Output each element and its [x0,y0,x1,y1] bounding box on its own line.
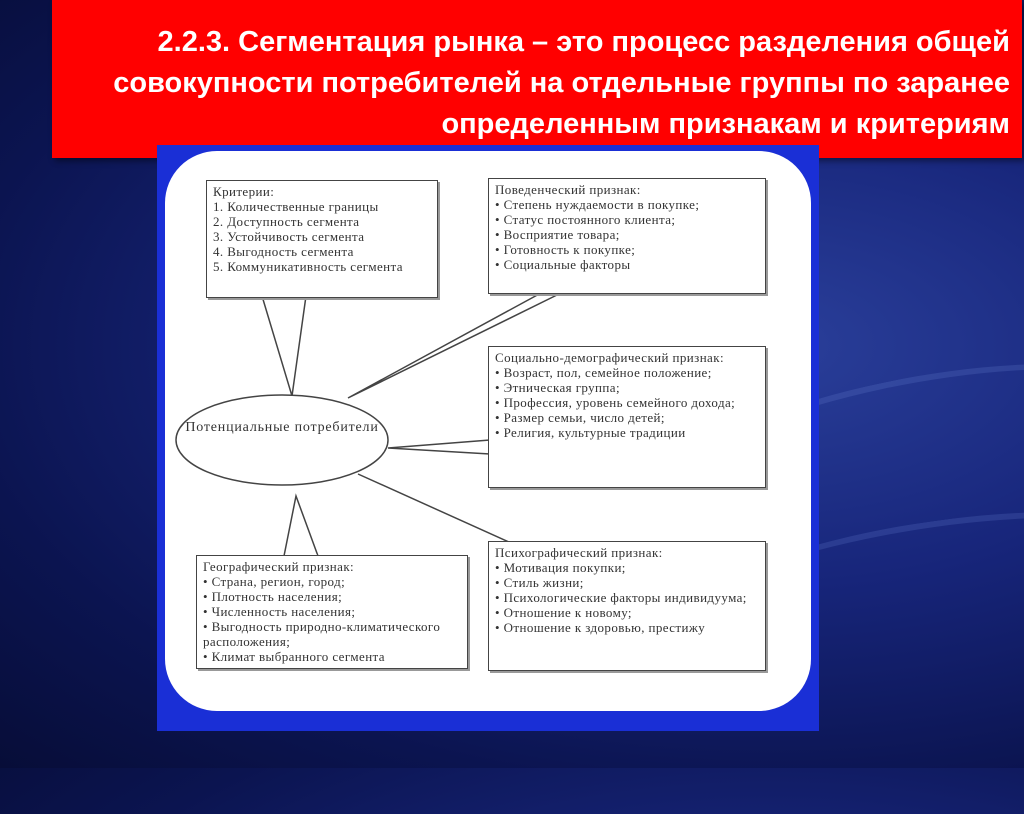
list-item: • Возраст, пол, семейное положение; [495,365,712,380]
geographic-title: Географический признак: [203,559,355,574]
list-item: • Этническая группа; [495,380,620,395]
list-item: • Отношение к новому; [495,605,632,620]
criteria-box [206,180,438,298]
psychographic-title: Психографический признак: [495,545,663,560]
socio-demographic-title: Социально-демографический признак: [495,350,724,365]
potential-consumers-label: Потенциальные потребители [185,420,379,435]
list-item: • Готовность к покупке; [495,242,636,257]
list-item: • Страна, регион, город; [203,574,346,589]
list-item: 2. Доступность сегмента [213,214,360,229]
list-item: 5. Коммуникативность сегмента [213,259,403,274]
list-item: • Плотность населения; [203,589,343,604]
list-item: • Профессия, уровень семейного дохода; [495,395,736,410]
list-item: • Отношение к здоровью, престижу [495,620,706,635]
behavioral-box [488,178,766,294]
list-item: • Психологические факторы индивидуума; [495,590,747,605]
list-item: • Социальные факторы [495,257,631,272]
list-item: 3. Устойчивость сегмента [213,229,365,244]
connector-socio [388,440,490,454]
potential-consumers-ellipse [176,395,388,485]
list-item: • Мотивация покупки; [495,560,626,575]
list-item: • Численность населения; [203,604,356,619]
geographic-box [196,555,468,669]
list-item: 1. Количественные границы [213,199,379,214]
list-item: • Религия, культурные традиции [495,425,686,440]
list-item: • Стиль жизни; [495,575,584,590]
psychographic-box [488,541,766,671]
criteria-title: Критерии: [213,184,275,199]
socio-demographic-box [488,346,766,488]
list-item: • Размер семьи, число детей; [495,410,665,425]
geographic-pointer [284,496,318,556]
behavioral-title: Поведенческий признак: [495,182,641,197]
list-item: • Статус постоянного клиента; [495,212,676,227]
list-item: • Выгодность природно-климатического расположения; [203,619,441,649]
criteria-pointer [262,296,306,396]
slide-title: 2.2.3. Сегментация рынка – это процесс разделения общей совокупности потребителей на отдельные группы по заранее определенным признакам и критериям [113,26,1010,140]
list-item: 4. Выгодность сегмента [213,244,354,259]
list-item: • Степень нуждаемости в покупке; [495,197,700,212]
list-item: • Климат выбранного сегмента [203,649,385,664]
list-item: • Восприятие товара; [495,227,620,242]
